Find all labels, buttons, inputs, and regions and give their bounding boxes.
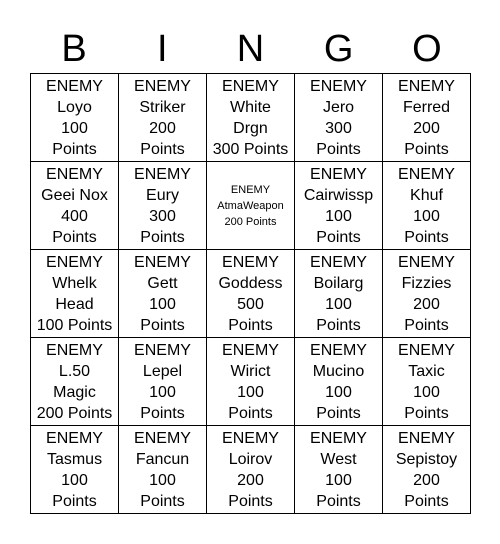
cell-text: ENEMY White Drgn 300 Points bbox=[212, 77, 289, 158]
bingo-cell-r2-c3 bbox=[207, 162, 295, 250]
bingo-cell-r1-c5 bbox=[383, 74, 471, 162]
cell-text: ENEMY Loyo 100 Points bbox=[46, 77, 103, 158]
header-letter-o: O bbox=[412, 28, 442, 70]
header-letter-n: N bbox=[236, 28, 265, 70]
cell-text: ENEMY Khuf 100 Points bbox=[398, 165, 455, 246]
cell-text: ENEMY Loirov 200 Points bbox=[222, 429, 279, 510]
header-letter-g: G bbox=[323, 28, 354, 70]
bingo-cell-r2-c1 bbox=[31, 162, 119, 250]
bingo-cell-r1-c3 bbox=[207, 74, 295, 162]
bingo-cell-r3-c4 bbox=[295, 250, 383, 338]
bingo-cell-r4-c2 bbox=[119, 338, 207, 426]
cell-text: ENEMY Tasmus 100 Points bbox=[46, 429, 103, 510]
bingo-cell-r4-c4 bbox=[295, 338, 383, 426]
cell-text: ENEMY L.50 Magic 200 Points bbox=[36, 341, 113, 422]
bingo-cell-r4-c1 bbox=[31, 338, 119, 426]
cell-text: ENEMY Boilarg 100 Points bbox=[310, 253, 367, 334]
cell-text: ENEMY Gett 100 Points bbox=[134, 253, 191, 334]
bingo-cell-r4-c3 bbox=[207, 338, 295, 426]
bingo-cell-r5-c4 bbox=[295, 426, 383, 514]
bingo-cell-r1-c2 bbox=[119, 74, 207, 162]
cell-text: ENEMY Mucino 100 Points bbox=[310, 341, 367, 422]
cell-text: ENEMY Eury 300 Points bbox=[134, 165, 191, 246]
header-letter-i: I bbox=[157, 28, 168, 70]
cell-text: ENEMY Lepel 100 Points bbox=[134, 341, 191, 422]
cell-text: ENEMY Striker 200 Points bbox=[134, 77, 191, 158]
bingo-cell-r3-c5 bbox=[383, 250, 471, 338]
cell-text: ENEMY Goddess 500 Points bbox=[218, 253, 283, 334]
bingo-cell-r2-c4 bbox=[295, 162, 383, 250]
header-letter-b: B bbox=[61, 28, 87, 70]
cell-text: ENEMY Taxic 100 Points bbox=[398, 341, 455, 422]
cell-text: ENEMY West 100 Points bbox=[310, 429, 367, 510]
bingo-cell-r3-c1 bbox=[31, 250, 119, 338]
cell-text: ENEMY Whelk Head 100 Points bbox=[36, 253, 113, 334]
bingo-cell-r3-c2 bbox=[119, 250, 207, 338]
cell-text: ENEMY AtmaWeapon 200 Points bbox=[217, 183, 284, 228]
cell-text: ENEMY Cairwissp 100 Points bbox=[303, 165, 374, 246]
cell-text: ENEMY Sepistoy 200 Points bbox=[395, 429, 458, 510]
cell-text: ENEMY Wirict 100 Points bbox=[222, 341, 279, 422]
bingo-cell-r5-c3 bbox=[207, 426, 295, 514]
cell-text: ENEMY Jero 300 Points bbox=[310, 77, 367, 158]
bingo-cell-r5-c5 bbox=[383, 426, 471, 514]
cell-text: ENEMY Geei Nox 400 Points bbox=[41, 165, 108, 246]
bingo-cell-r2-c5 bbox=[383, 162, 471, 250]
cell-text: ENEMY Fancun 100 Points bbox=[134, 429, 191, 510]
bingo-cell-r5-c1 bbox=[31, 426, 119, 514]
cell-text: ENEMY Fizzies 200 Points bbox=[398, 253, 455, 334]
bingo-header bbox=[30, 24, 471, 74]
bingo-cell-r2-c2 bbox=[119, 162, 207, 250]
bingo-cell-r1-c4 bbox=[295, 74, 383, 162]
bingo-cell-r3-c3 bbox=[207, 250, 295, 338]
bingo-cell-r1-c1 bbox=[31, 74, 119, 162]
bingo-cell-r4-c5 bbox=[383, 338, 471, 426]
bingo-card bbox=[30, 73, 471, 514]
bingo-cell-r5-c2 bbox=[119, 426, 207, 514]
cell-text: ENEMY Ferred 200 Points bbox=[398, 77, 455, 158]
